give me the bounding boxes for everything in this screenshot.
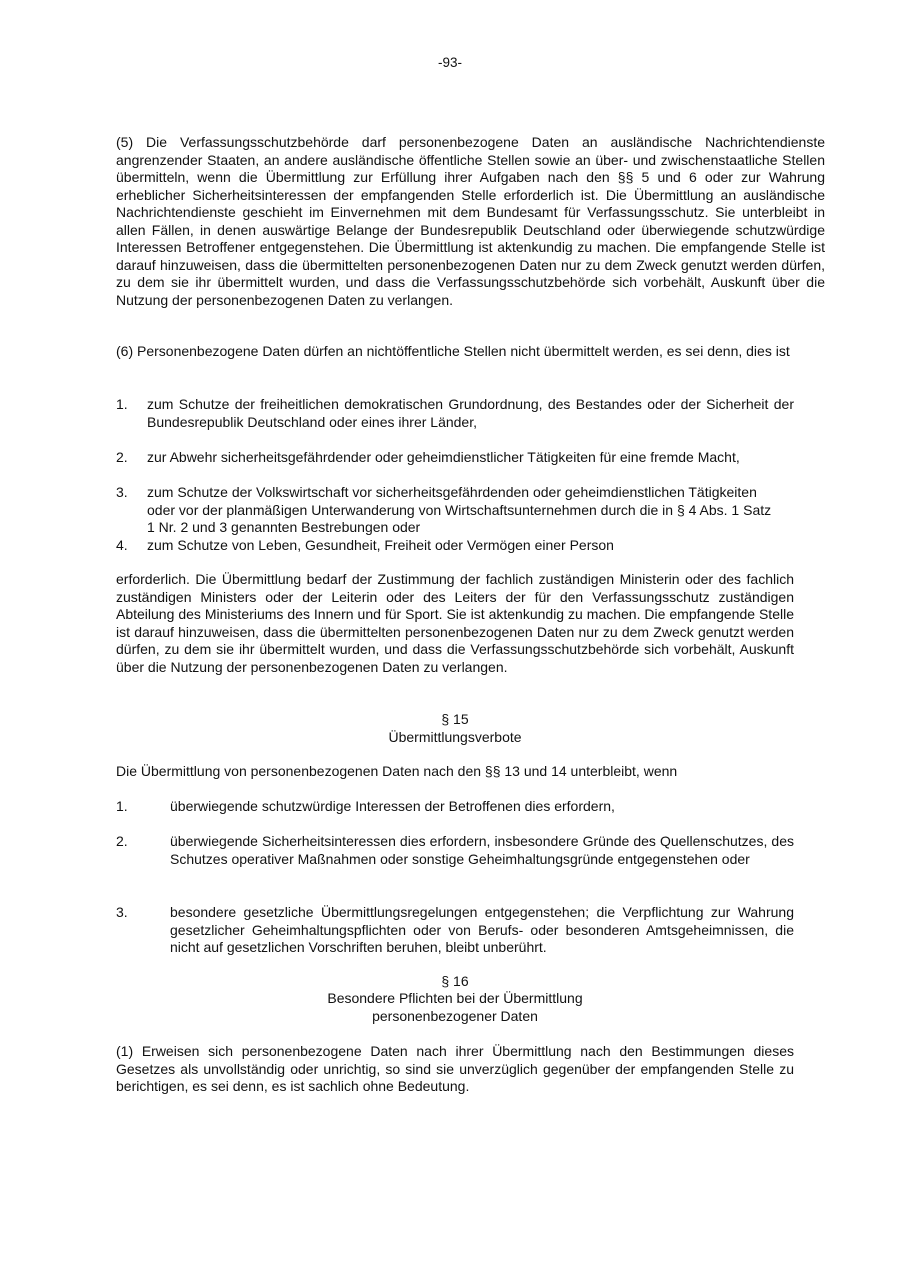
list-item (116, 833, 794, 887)
section-16-title-line-2: personenbezogener Daten (372, 1008, 538, 1024)
paragraph-6-intro: (6) Personenbezogene Daten dürfen an nichtöffentliche Stellen nicht übermittelt werden, es sei denn, dies ist (116, 343, 790, 359)
section-15-number: § 15 (441, 711, 469, 727)
list-item-text: zur Abwehr sicherheitsgefährdender oder geheimdienstlicher Tätigkeiten für eine fremde Macht, (147, 449, 740, 465)
list-item-number: 4. (116, 537, 128, 553)
list-item-text: überwiegende Sicherheitsinteressen dies erfordern, insbesondere Gründe des Quellenschutzes, des Schutzes operativer Maßnahmen oder sonstige Geheimhaltungsgründe entgegenstehen oder (170, 833, 794, 867)
list-item-number: 1. (116, 396, 128, 412)
list-item-text: zum Schutze von Leben, Gesundheit, Freiheit oder Vermögen einer Person (147, 537, 614, 553)
list-item-text: überwiegende schutzwürdige Interessen der Betroffenen dies erfordern, (170, 798, 615, 814)
section-16-number: § 16 (441, 973, 469, 989)
list-item-text: zum Schutze der Volkswirtschaft vor sicherheitsgefährdenden oder geheimdienstlichen Tätigkeiten oder vor der planmäßigen Unterwanderung von Wirtschaftsunternehmen durch die in § 4 Abs. 1 Satz 1 Nr. 2 und 3 genannten Bestrebungen oder (147, 484, 772, 535)
page-number: -93- (437, 55, 462, 70)
list-item (116, 798, 794, 816)
section-15-title: Übermittlungsverbote (388, 729, 522, 745)
list-item-number: 3. (116, 484, 128, 500)
section-15-intro: Die Übermittlung von personenbezogenen Daten nach den §§ 13 und 14 unterbleibt, wenn (116, 763, 678, 779)
section-16-paragraph-1: (1) Erweisen sich personenbezogene Daten nach ihrer Übermittlung nach den Bestimmungen dieses Gesetzes als unvollständig oder unrichtig, so sind sie unverzüglich gegenüber der empfangenden Stelle zu berichtigen, es sei denn, es ist sachlich ohne Bedeutung. (116, 1043, 794, 1094)
list-item-number: 1. (116, 798, 128, 814)
list-item (116, 396, 794, 432)
list-item-text: besondere gesetzliche Übermittlungsregelungen entgegenstehen; die Verpflichtung zur Wahrung gesetzlicher Geheimhaltungspflichten oder von Berufs- oder besonderen Amtsgeheimnissen, die nicht auf gesetzlichen Vorschriften beruhen, bleibt unberührt. (170, 904, 794, 955)
list-item-text: zum Schutze der freiheitlichen demokratischen Grundordnung, des Bestandes oder der Sicherheit der Bundesrepublik Deutschland oder eines ihrer Länder, (147, 396, 794, 430)
list-item-number: 2. (116, 449, 128, 465)
section-16-title-line-1: Besondere Pflichten bei der Übermittlung (327, 990, 583, 1006)
list-item (116, 449, 794, 467)
paragraph-5: (5) Die Verfassungsschutzbehörde darf personenbezogene Daten an ausländische Nachrichtendienste angrenzender Staaten, an andere ausländische öffentliche Stellen sowie an über- und zwischenstaatliche Stellen übermitteln, wenn die Übermittlung zur Erfüllung ihrer Aufgaben nach den §§ 5 und 6 oder zur Wahrung erheblicher Sicherheitsinteressen der empfangenden Stelle erforderlich ist. Die Übermittlung an ausländische Nachrichtendienste geschieht im Einvernehmen mit dem Bundesamt für Verfassungsschutz. Sie unterbleibt in allen Fällen, in denen auswärtige Belange der Bundesrepublik Deutschland oder überwiegende schutzwürdige Interessen Betroffener entgegenstehen. Die Übermittlung ist aktenkundig zu machen. Die empfangende Stelle ist darauf hinzuweisen, dass die übermittelten personenbezogenen Daten nur zu dem Zweck genutzt werden dürfen, zu dem sie ihr übermittelt wurden, und dass die Verfassungsschutzbehörde sich vorbehält, Auskunft über die Nutzung der personenbezogenen Daten zu verlangen. (116, 134, 825, 308)
list-item (116, 484, 794, 538)
list-item (116, 904, 794, 958)
paragraph-6-closing: erforderlich. Die Übermittlung bedarf der Zustimmung der fachlich zuständigen Ministerin oder des fachlich zuständigen Ministers oder der Leiterin oder des Leiters der für den Verfassungsschutz zuständigen Abteilung des Ministeriums des Innern und für Sport. Sie ist aktenkundig zu machen. Die empfangende Stelle ist darauf hinzuweisen, dass die übermittelten personenbezogenen Daten nur zu dem Zweck genutzt werden dürfen, zu dem sie ihr übermittelt wurden, und dass die Verfassungsschutzbehörde sich vorbehält, Auskunft über die Nutzung der personenbezogenen Daten zu verlangen. (116, 571, 794, 675)
list-item-number: 3. (116, 904, 128, 920)
list-item-number: 2. (116, 833, 128, 849)
list-item (116, 537, 794, 555)
